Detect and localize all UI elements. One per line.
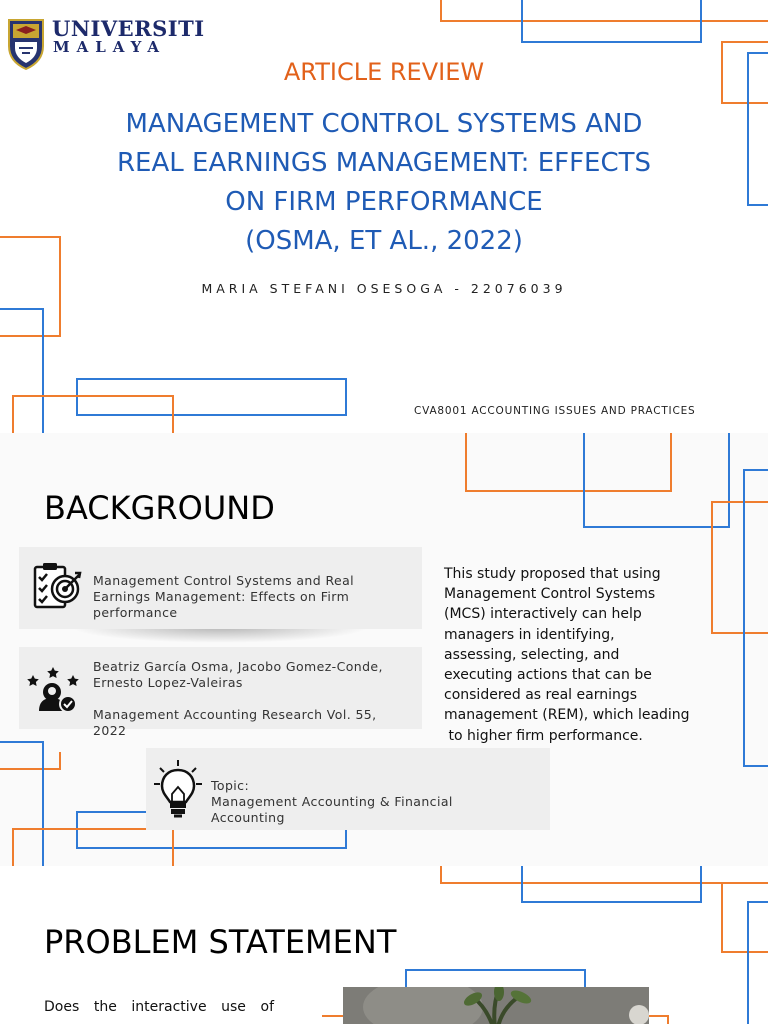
background-heading: BACKGROUND (44, 489, 275, 527)
card-line: Management Control Systems and Real (93, 573, 355, 588)
paragraph-line: (MCS) interactively can help (444, 606, 642, 623)
lightbulb-icon (150, 756, 206, 822)
logo-wordmark-line2: MALAYA (53, 38, 167, 56)
card-line: 2022 (93, 723, 127, 738)
card-line: performance (93, 605, 178, 620)
course-code: CVA8001 ACCOUNTING ISSUES AND PRACTICES (414, 405, 696, 417)
problem-statement-heading: PROBLEM STATEMENT (44, 923, 397, 961)
card-line: Earnings Management: Effects on Firm (93, 589, 350, 604)
background-section (0, 433, 768, 866)
article-title-card (19, 547, 422, 629)
paragraph-line: management (REM), which leading (444, 707, 690, 724)
target-checklist-icon (31, 561, 83, 613)
article-review-kicker: ARTICLE REVIEW (283, 58, 485, 86)
logo-wordmark-line1: UNIVERSITI (52, 16, 205, 41)
card-line: Ernesto Lopez-Valeiras (93, 675, 243, 690)
paragraph-line: This study proposed that using (444, 566, 661, 582)
card-shadow (70, 627, 370, 643)
paragraph-line: Management Control Systems (444, 586, 656, 603)
paragraph-line: managers in identifying, (444, 626, 615, 643)
background-paragraph (444, 564, 714, 746)
problem-statement-section (0, 866, 768, 1024)
title-line: ON FIRM PERFORMANCE (225, 187, 543, 217)
card-line: Management Accounting & Financial (211, 794, 453, 809)
problem-statement-text: Does the interactive use of (44, 999, 274, 1015)
title-line: MANAGEMENT CONTROL SYSTEMS AND (125, 109, 643, 139)
author-name: MARIA STEFANI OSESOGA - 22076039 (201, 281, 567, 296)
card-line: Accounting (211, 810, 285, 825)
paragraph-line: to higher firm performance. (444, 727, 643, 744)
topic-label: Topic: (211, 778, 250, 793)
paragraph-line: executing actions that can be (444, 667, 652, 684)
paragraph-line: considered as real earnings (444, 687, 638, 704)
topic-card (146, 748, 550, 830)
card-line: Management Accounting Research Vol. 55, (93, 707, 377, 722)
workspace-photo (343, 987, 649, 1024)
authors-card (19, 647, 422, 738)
card-line: Beatriz García Osma, Jacobo Gomez-Conde, (93, 659, 383, 674)
title-section (0, 0, 768, 433)
plant-illustration (343, 987, 649, 1024)
author-rating-icon (27, 665, 79, 713)
title-line: REAL EARNINGS MANAGEMENT: EFFECTS (116, 148, 652, 178)
page-title (84, 105, 684, 261)
title-line: (OSMA, ET AL., 2022) (245, 226, 523, 256)
paragraph-line: assessing, selecting, and (444, 646, 620, 663)
